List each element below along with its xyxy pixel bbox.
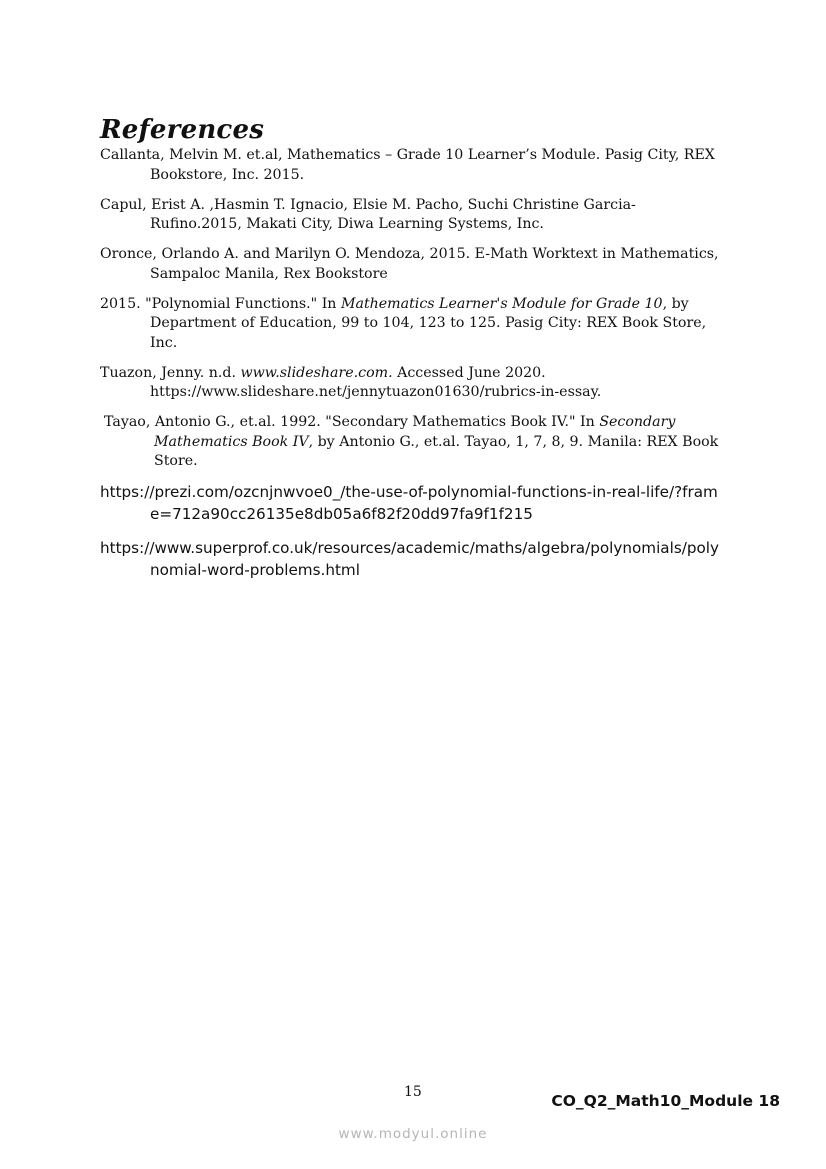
page-title: References (100, 115, 265, 146)
reference-text: Tuazon, Jenny. n.d. (100, 364, 241, 381)
watermark: www.modyul.online (338, 1126, 488, 1142)
reference-list (100, 146, 720, 594)
reference-url: https://prezi.com/ozcnjnwvoe0_/the-use-of-polynomial-functions-in-real-life/?frame=712a90cc26135e8db05a6f82f20dd97fa9f1f215 (100, 483, 718, 523)
reference-item (100, 295, 720, 354)
reference-text: , by Department of Education, 99 to 104, 123 to 125. Pasig City: REX Book Store, Inc. (150, 295, 707, 351)
reference-url: https://www.superprof.co.uk/resources/academic/maths/algebra/polynomials/polynomial-word-problems.html (100, 539, 719, 579)
reference-item (100, 364, 720, 403)
reference-text: Accessed June 2020. https://www.slideshare.net/jennytuazon01630/rubrics-in-essay. (150, 364, 602, 400)
reference-text: , by Antonio G., et.al. Tayao, 1, 7, 8, 9. Manila: REX Book Store. (154, 433, 719, 469)
reference-text: 2015. "Polynomial Functions." In (100, 295, 341, 312)
reference-item: Oronce, Orlando A. and Marilyn O. Mendoza, 2015. E-Math Worktext in Mathematics, Sampaloc Manila, Rex Bookstore (100, 246, 719, 282)
reference-item: Capul, Erist A. ,Hasmin T. Ignacio, Elsie M. Pacho, Suchi Christine Garcia-Rufino.2015, Makati City, Diwa Learning Systems, Inc. (100, 196, 636, 232)
reference-item: Callanta, Melvin M. et.al, Mathematics – Grade 10 Learner’s Module. Pasig City, REX Bookstore, Inc. 2015. (100, 147, 715, 183)
reference-title-italic: Mathematics Learner's Module for Grade 10 (340, 295, 663, 312)
reference-title-italic: www.slideshare.com. (240, 364, 393, 381)
module-code: CO_Q2_Math10_Module 18 (551, 1092, 780, 1110)
page-number: 15 (404, 1084, 422, 1100)
reference-item (104, 413, 720, 472)
reference-title-italic: Secondary Mathematics Book IV (154, 414, 676, 450)
reference-text: Tayao, Antonio G., et.al. 1992. "Secondary Mathematics Book IV." In (104, 414, 600, 430)
